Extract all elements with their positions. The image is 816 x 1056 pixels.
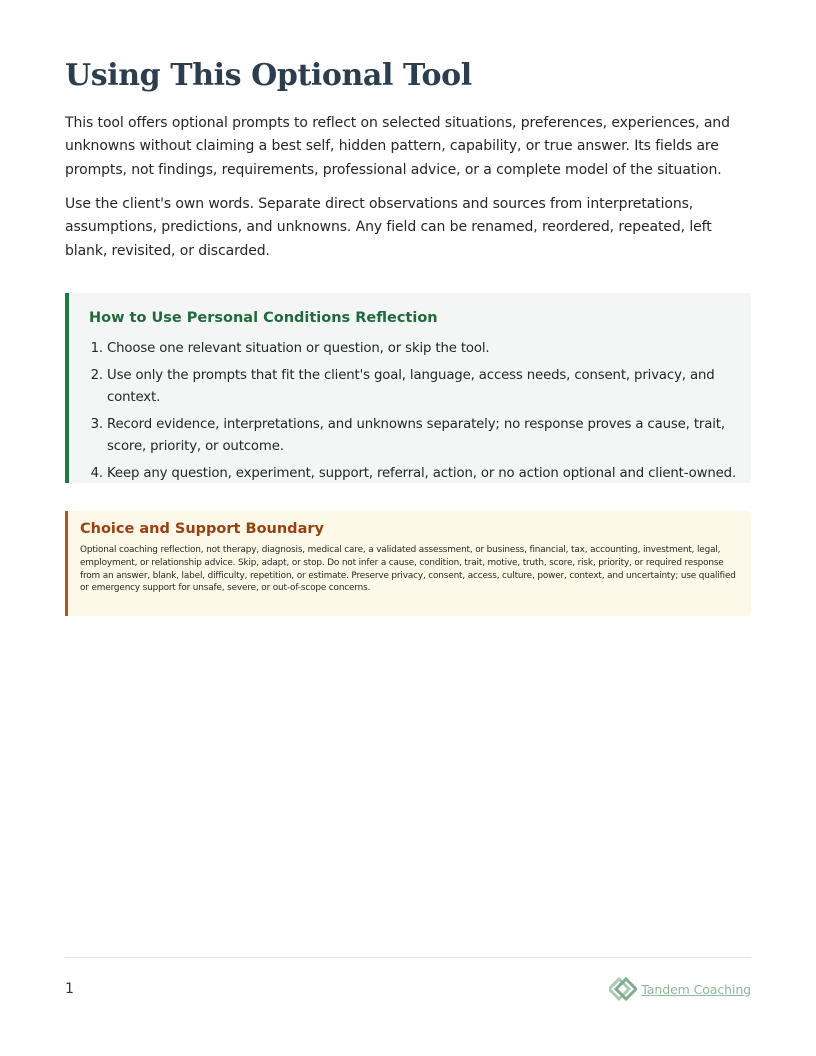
step-text: Choose one relevant situation or question, or skip the tool. [107, 341, 490, 356]
page-number: 1 [65, 981, 74, 997]
how-to-step [89, 463, 739, 485]
intro-paragraph-2: Use the client's own words. Separate direct observations and sources from interpretations, assumptions, predictions, and unknowns. Any field can be renamed, reordered, repeated, left blank, revisited, or discarded. [65, 196, 712, 259]
how-to-title: How to Use Personal Conditions Reflection [89, 310, 438, 326]
page-title: Using This Optional Tool [65, 58, 472, 93]
footer-divider [65, 957, 751, 958]
brand-logo [609, 976, 751, 1002]
how-to-steps-list [89, 338, 739, 490]
step-number: 2. [90, 367, 103, 383]
step-text: Use only the prompts that fit the client's goal, language, access needs, consent, privacy, and context. [107, 367, 715, 406]
step-number: 3. [90, 417, 103, 433]
step-number: 1. [90, 341, 103, 356]
how-to-callout [65, 293, 751, 483]
boundary-callout [65, 511, 751, 616]
step-text: Keep any question, experiment, support, referral, action, or no action optional and client-owned. [107, 466, 737, 482]
boundary-text: Optional coaching reflection, not therapy, diagnosis, medical care, a validated assessment, or business, financial, tax, accounting, investment, legal, employment, or relationship advice. Skip, adapt, or stop. Do not infer a cause, condition, trait, motive, truth, score, risk, priority, or required response from an answer, blank, label, difficulty, repetition, or estimate. Preserve privacy, consent, access, culture, power, context, and uncertainty; use qualified or emergency support for unsafe, severe, or out-of-scope concerns. [80, 545, 736, 594]
step-number: 4. [90, 466, 103, 482]
step-text: Record evidence, interpretations, and unknowns separately; no response proves a cause, trait, score, priority, or outcome. [107, 417, 725, 455]
boundary-title: Choice and Support Boundary [80, 521, 324, 537]
how-to-step [89, 365, 739, 410]
how-to-step [89, 414, 739, 459]
how-to-step [89, 338, 739, 360]
brand-name: Tandem Coaching [641, 981, 751, 997]
diamond-logo-icon [609, 976, 637, 1002]
intro-paragraph-1: This tool offers optional prompts to reflect on selected situations, preferences, experiences, and unknowns without claiming a best self, hidden pattern, capability, or true answer. Its fields are prompts, not findings, requirements, professional advice, or a complete model of the situation. [65, 115, 730, 178]
